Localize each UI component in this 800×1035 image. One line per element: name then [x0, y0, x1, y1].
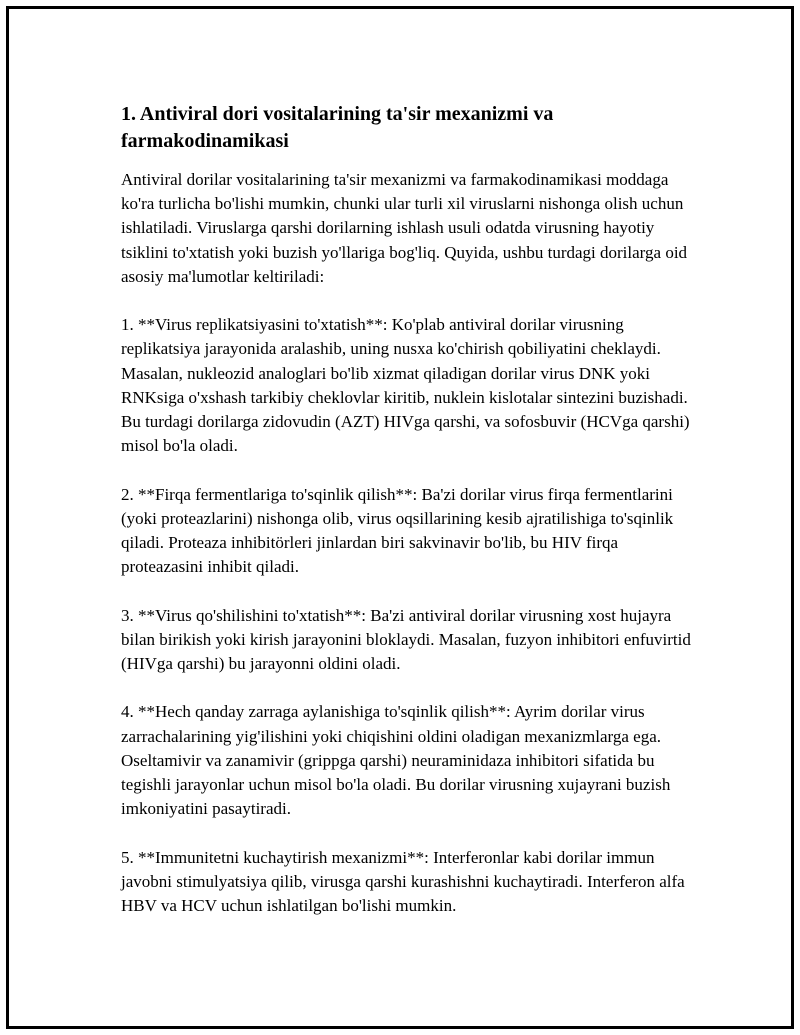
- document-heading: 1. Antiviral dori vositalarining ta'sir mexanizmi va farmakodinamikasi: [121, 103, 554, 152]
- list-item-5: 5. **Immunitetni kuchaytirish mexanizmi**: Interferonlar kabi dorilar immun javobni stimulyatsiya qilib, virusga qarshi kurashishni kuchaytiradi. Interferon alfa HBV va HCV uchun ishlatilgan bo'lishi mumkin.: [121, 847, 685, 916]
- list-item-4: 4. **Hech qanday zarraga aylanishiga to'sqinlik qilish**: Ayrim dorilar virus zarrachalarining yig'ilishini yoki chiqishini oldini oladigan mexanizmlarga ega. Oseltamivir va zanamivir (grippga qarshi) neuraminidaza inhibitori sifatida bu tegishli jarayonlar uchun misol bo'la oladi. Bu dorilar virusning xujayrani buzish imkoniyatini pasaytiradi.: [121, 702, 671, 819]
- document-body: [121, 101, 691, 918]
- list-item-3: 3. **Virus qo'shilishini to'xtatish**: Ba'zi antiviral dorilar virusning xost hujayra bilan birikish yoki kirish jarayonini bloklaydi. Masalan, fuzyon inhibitori enfuvirtid (HIVga qarshi) bu jarayonni oldini oladi.: [121, 605, 691, 674]
- page-frame: [6, 6, 794, 1029]
- list-item-2: 2. **Firqa fermentlariga to'sqinlik qilish**: Ba'zi dorilar virus firqa fermentlarini (yoki proteazlarini) nishonga olib, virus oqsillarining kesib ajratilishiga to'sqinlik qiladi. Proteaza inhibitörleri jinlardan biri sakvinavir bo'lib, bu HIV firqa proteazasini inhibit qiladi.: [121, 484, 674, 577]
- intro-paragraph: Antiviral dorilar vositalarining ta'sir mexanizmi va farmakodinamikasi moddaga ko'ra turlicha bo'lishi mumkin, chunki ular turli xil viruslarni nishonga olish uchun ishlatiladi. Viruslarga qarshi dorilarning ishlash usuli odatda virusning hayotiy tsiklini to'xtatish yoki buzish yo'llariga bog'liq. Quyida, ushbu turdagi dorilarga oid asosiy ma'lumotlar keltiriladi:: [121, 170, 688, 286]
- list-item-1: 1. **Virus replikatsiyasini to'xtatish**: Ko'plab antiviral dorilar virusning replikatsiya jarayonida aralashib, uning nusxa ko'chirish qobiliyatini cheklaydi. Masalan, nukleozid analoglari bo'lib xizmat qiladigan dorilar virus DNK yoki RNKsiga o'xshash tarkibiy cheklovlar kiritib, nuklein kislotalar sintezini buzishadi. Bu turdagi dorilarga zidovudin (AZT) HIVga qarshi, va sofosbuvir (HCVga qarshi) misol bo'la oladi.: [121, 315, 690, 456]
